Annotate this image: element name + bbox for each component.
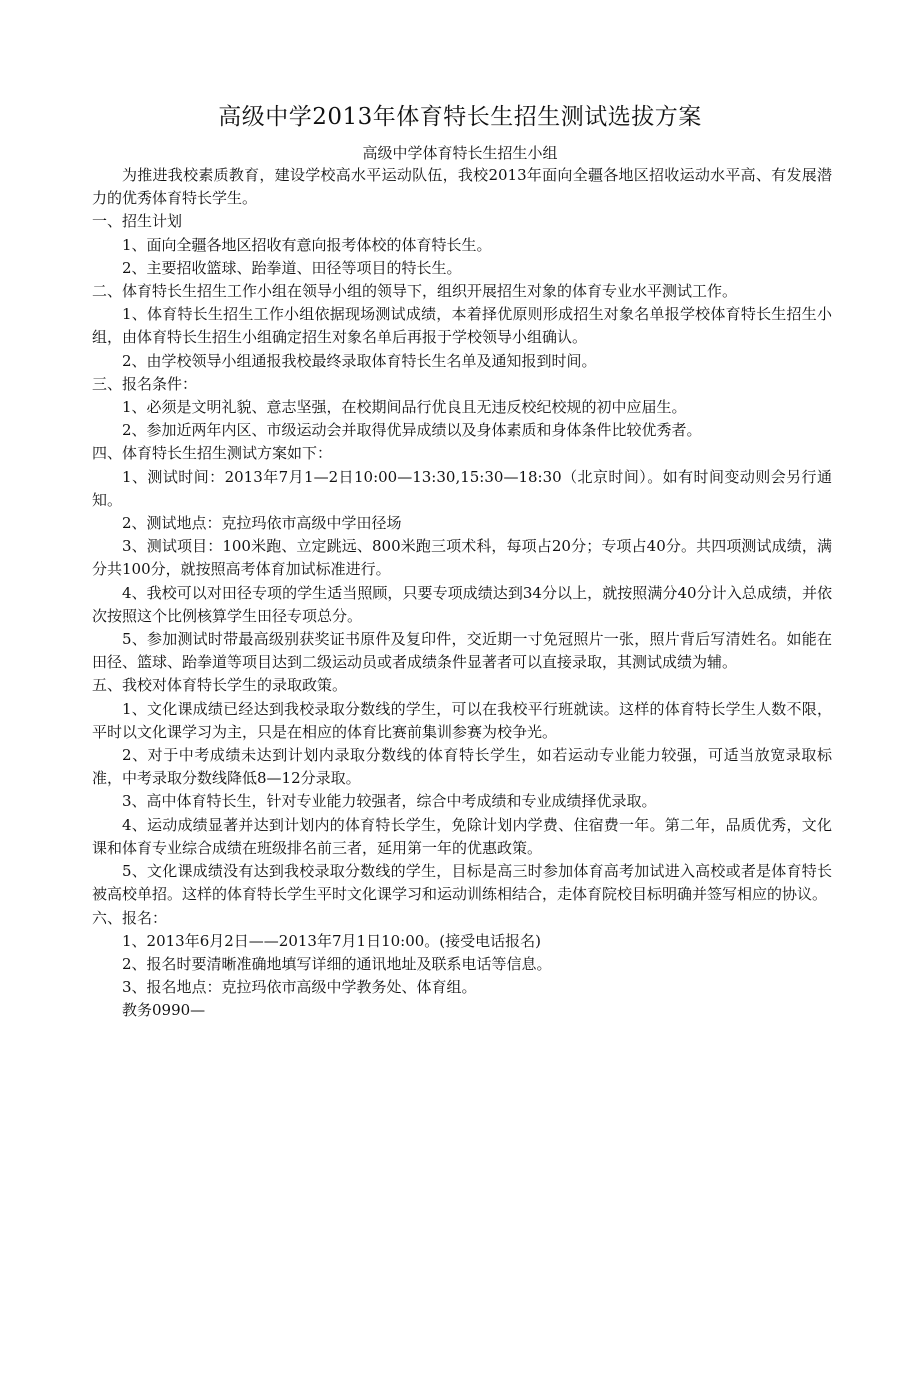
paragraph: 为推进我校素质教育，建设学校高水平运动队伍，我校2013年面向全疆各地区招收运动水平高、有发展潜力的优秀体育特长学生。	[92, 166, 832, 208]
section-heading: 二、体育特长生招生工作小组在领导小组的领导下，组织开展招生对象的体育专业水平测试工作。	[92, 282, 738, 301]
section-heading: 五、我校对体育特长学生的录取政策。	[92, 676, 348, 695]
document-title: 高级中学2013年体育特长生招生测试选拔方案	[218, 104, 702, 130]
paragraph: 3、测试项目：100米跑、立定跳远、800米跑三项术科，每项占20分；专项占40分。共四项测试成绩，满分共100分，就按照高考体育加试标准进行。	[92, 537, 832, 579]
section-heading: 三、报名条件：	[92, 374, 198, 393]
paragraph: 2、参加近两年内区、市级运动会并取得优异成绩以及身体素质和身体条件比较优秀者。	[122, 421, 702, 440]
paragraph: 教务0990—	[122, 1001, 206, 1020]
paragraph: 1、必须是文明礼貌、意志坚强，在校期间品行优良且无违反校纪校规的初中应届生。	[122, 398, 687, 417]
paragraph: 1、测试时间：2013年7月1—2日10:00—13:30,15:30—18:30（北京时间）。如有时间变动则会另行通知。	[92, 467, 832, 509]
document-subtitle: 高级中学体育特长生招生小组	[362, 144, 558, 162]
paragraph: 2、对于中考成绩未达到计划内录取分数线的体育特长学生，如若运动专业能力较强，可适当放宽录取标准，中考录取分数线降低8—12分录取。	[92, 746, 832, 788]
paragraph: 2、由学校领导小组通报我校最终录取体育特长生名单及通知报到时间。	[122, 351, 597, 370]
paragraph: 1、2013年6月2日——2013年7月1日10:00。(接受电话报名)	[122, 931, 541, 950]
paragraph: 3、报名地点：克拉玛依市高级中学教务处、体育组。	[122, 978, 477, 997]
section-heading: 一、招生计划	[92, 212, 183, 231]
document-body	[92, 164, 832, 1023]
paragraph: 2、主要招收篮球、跆拳道、田径等项目的特长生。	[122, 258, 462, 277]
paragraph: 5、文化课成绩没有达到我校录取分数线的学生，目标是高三时参加体育高考加试进入高校或者是体育特长被高校单招。这样的体育特长学生平时文化课学习和运动训练相结合，走体育院校目标明确并签写相应的协议。	[92, 862, 832, 904]
paragraph: 1、文化课成绩已经达到我校录取分数线的学生，可以在我校平行班就读。这样的体育特长学生人数不限，平时以文化课学习为主，只是在相应的体育比赛前集训参赛为校争光。	[92, 699, 832, 741]
paragraph: 4、我校可以对田径专项的学生适当照顾，只要专项成绩达到34分以上，就按照满分40分计入总成绩，并依次按照这个比例核算学生田径专项总分。	[92, 583, 832, 625]
section-heading: 四、体育特长生招生测试方案如下：	[92, 444, 333, 463]
paragraph: 2、测试地点：克拉玛依市高级中学田径场	[122, 514, 402, 533]
section-heading: 六、报名：	[92, 908, 168, 927]
paragraph: 1、体育特长生招生工作小组依据现场测试成绩，本着择优原则形成招生对象名单报学校体育特长生招生小组，由体育特长生招生小组确定招生对象名单后再报于学校领导小组确认。	[92, 305, 832, 347]
paragraph: 5、参加测试时带最高级别获奖证书原件及复印件，交近期一寸免冠照片一张，照片背后写清姓名。如能在田径、篮球、跆拳道等项目达到二级运动员或者成绩条件显著者可以直接录取，其测试成绩为辅。	[92, 630, 832, 672]
paragraph: 4、运动成绩显著并达到计划内的体育特长学生，免除计划内学费、住宿费一年。第二年，品质优秀，文化课和体育专业综合成绩在班级排名前三者，延用第一年的优惠政策。	[92, 815, 832, 857]
paragraph: 3、高中体育特长生，针对专业能力较强者，综合中考成绩和专业成绩择优录取。	[122, 792, 657, 811]
paragraph: 1、面向全疆各地区招收有意向报考体校的体育特长生。	[122, 235, 492, 254]
paragraph: 2、报名时要清晰准确地填写详细的通讯地址及联系电话等信息。	[122, 954, 552, 973]
